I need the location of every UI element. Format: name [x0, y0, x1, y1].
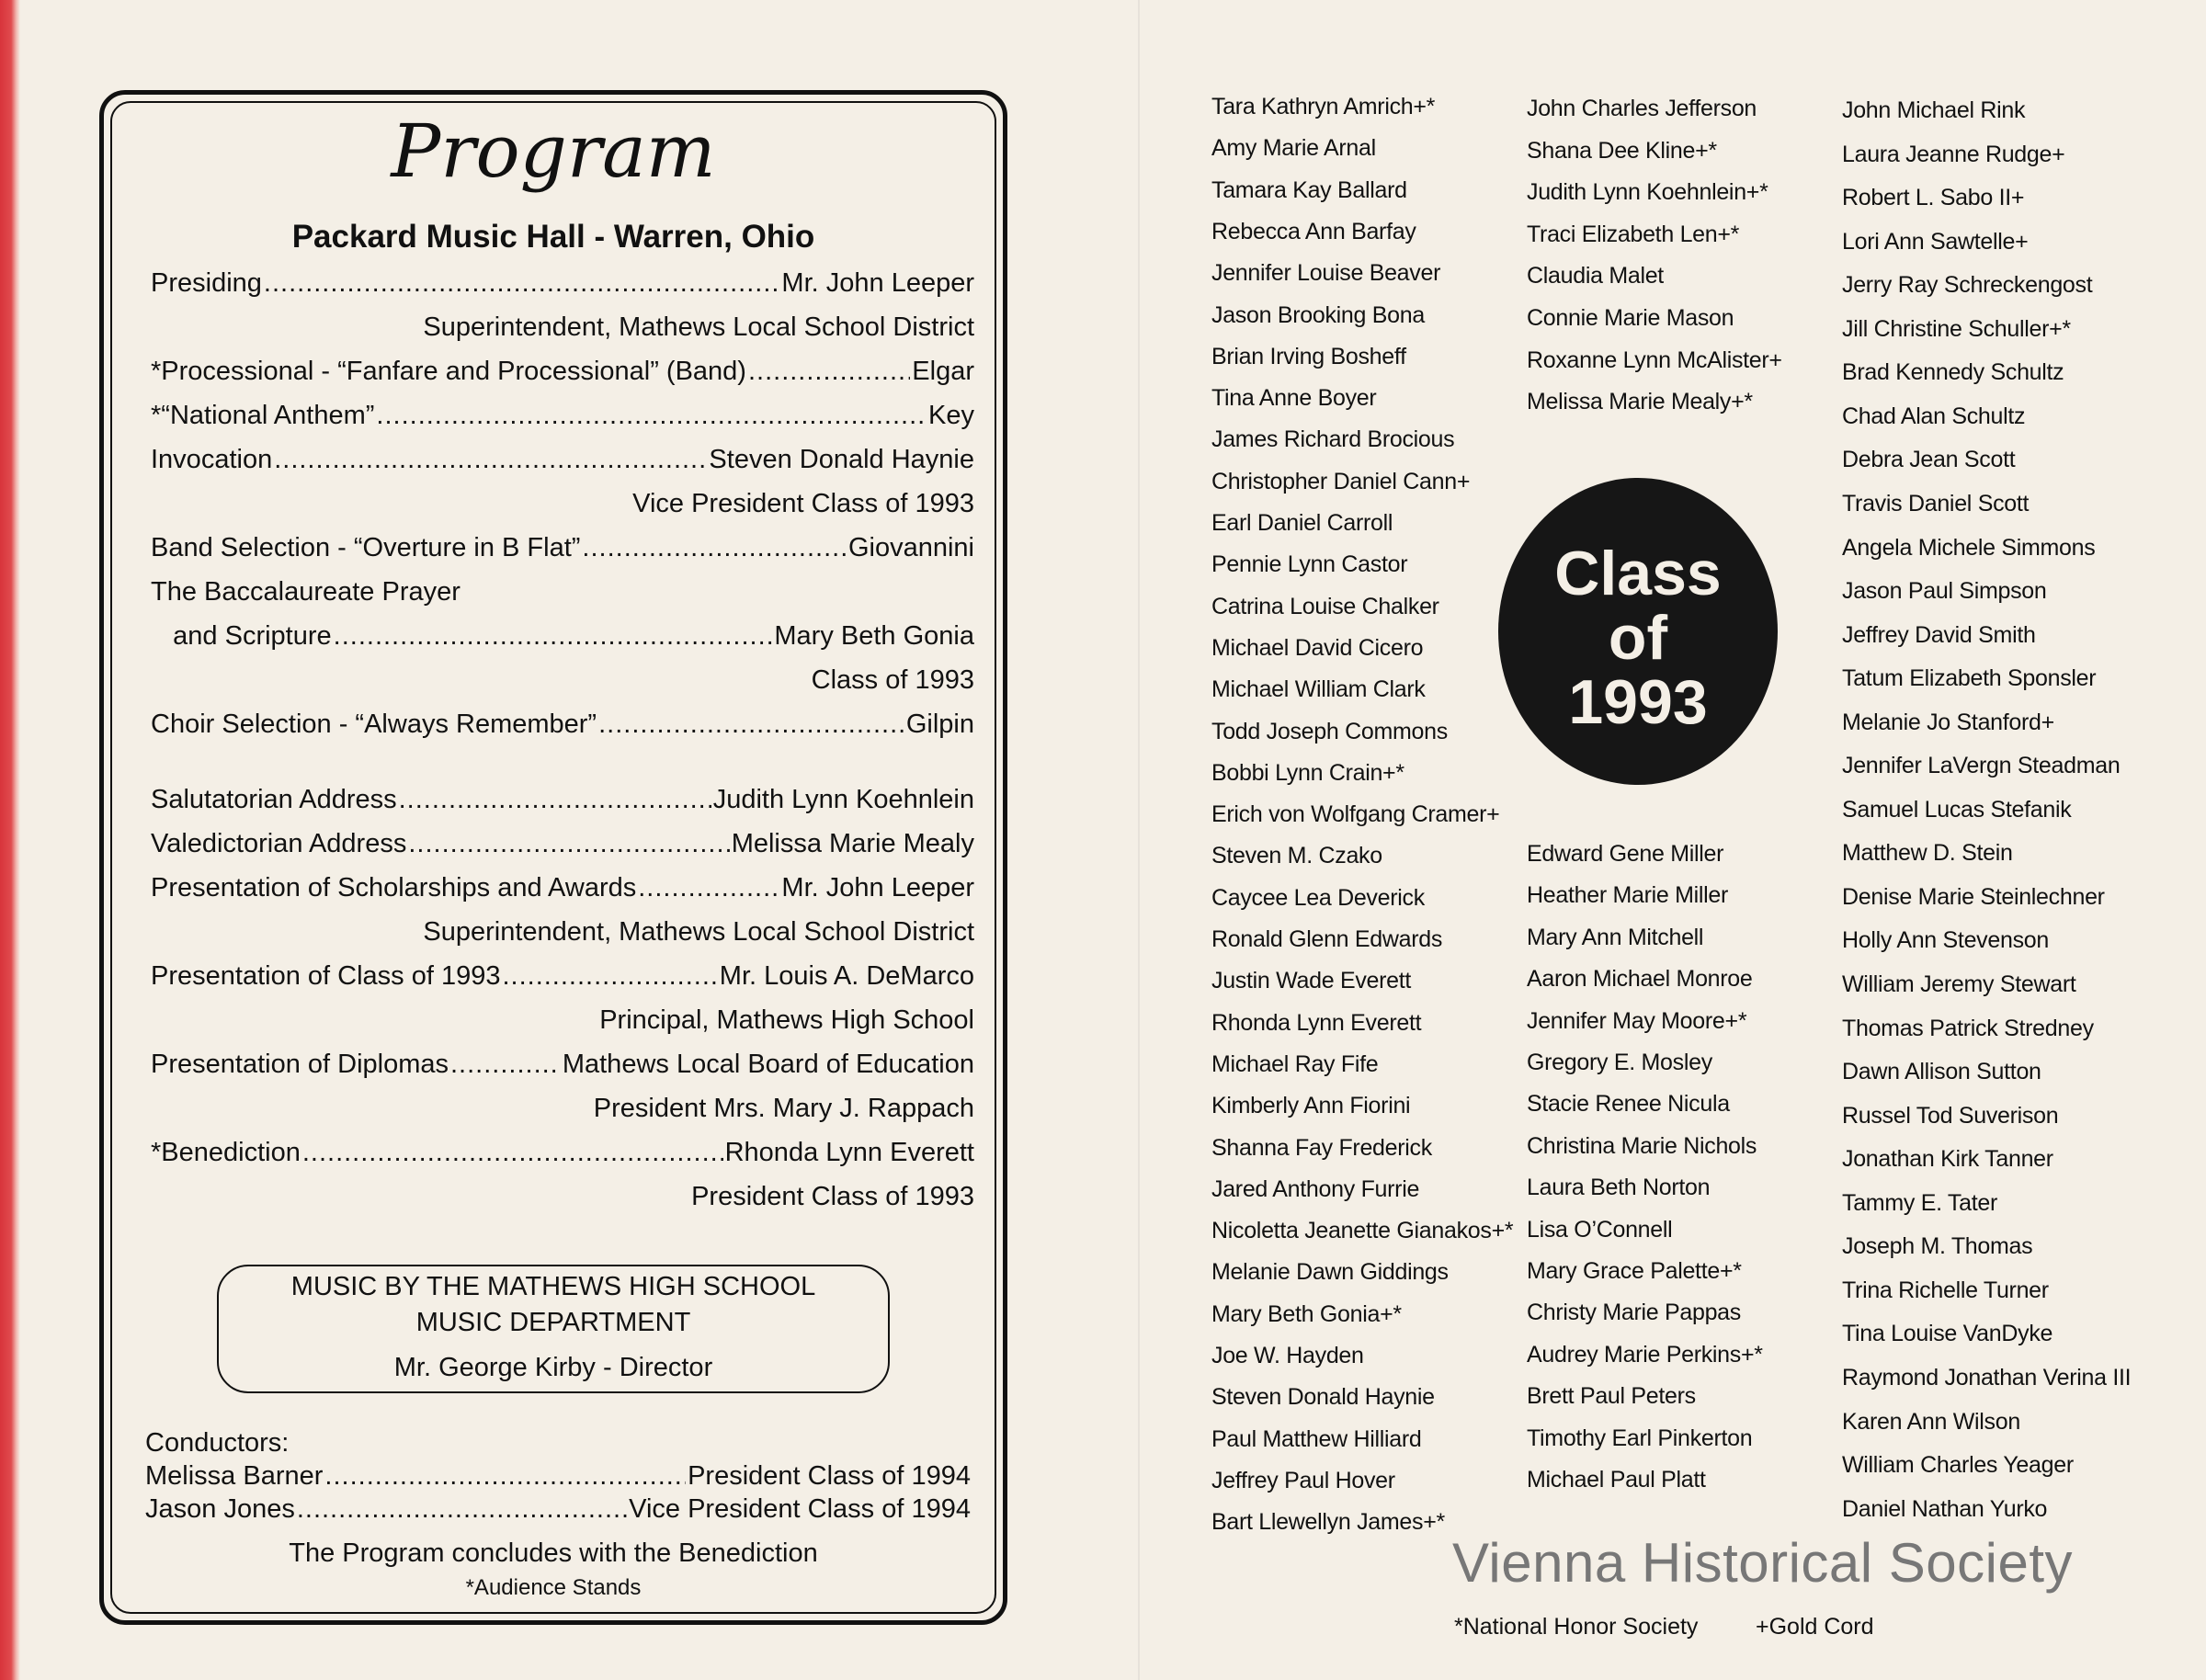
leader-dots [598, 709, 904, 740]
graduate-name: Jennifer May Moore+* [1527, 1007, 1747, 1034]
graduate-name: Joseph M. Thomas [1842, 1233, 2033, 1260]
graduate-name: William Jeremy Stewart [1842, 971, 2076, 997]
program-item-value: Steven Donald Haynie [709, 445, 974, 474]
program-item-value: Judith Lynn Koehnlein [712, 785, 974, 814]
graduate-name: Lisa O’Connell [1527, 1216, 1673, 1243]
graduate-name: Samuel Lucas Stefanik [1842, 796, 2072, 823]
graduate-name: Tara Kathryn Amrich+* [1211, 94, 1436, 119]
program-item [151, 1050, 974, 1080]
graduate-name: Tatum Elizabeth Sponsler [1842, 665, 2097, 692]
program-item [151, 709, 974, 740]
graduate-name: Caycee Lea Deverick [1211, 884, 1425, 911]
program-item-label: Presentation of Scholarships and Awards [151, 873, 637, 902]
graduate-name: Jonathan Kirk Tanner [1842, 1146, 2053, 1173]
graduate-name: Audrey Marie Perkins+* [1527, 1341, 1763, 1368]
graduate-name: John Michael Rink [1842, 97, 2026, 123]
graduate-name: Aaron Michael Monroe [1527, 966, 1753, 993]
graduate-name: Michael Paul Platt [1527, 1467, 1706, 1493]
graduate-name: Mary Beth Gonia+* [1211, 1300, 1402, 1327]
graduate-name: Rebecca Ann Barfay [1211, 218, 1416, 244]
graduate-name: Traci Elizabeth Len+* [1527, 221, 1740, 247]
graduate-name: Jason Paul Simpson [1842, 578, 2047, 605]
graduate-name: Trina Richelle Turner [1842, 1277, 2049, 1303]
graduate-name: Steven Donald Haynie [1211, 1384, 1435, 1411]
leader-dots [748, 357, 910, 387]
graduate-name: Gregory E. Mosley [1527, 1050, 1712, 1075]
leader-dots [297, 1494, 627, 1525]
graduate-name: Melanie Dawn Giddings [1211, 1259, 1449, 1286]
graduate-name: Christy Marie Pappas [1527, 1300, 1741, 1326]
graduate-name: William Charles Yeager [1842, 1452, 2074, 1479]
leader-dots [376, 401, 927, 431]
graduate-name: Edward Gene Miller [1527, 841, 1724, 867]
conductor-role: Vice President Class of 1994 [629, 1494, 971, 1524]
leader-dots [638, 873, 779, 903]
graduate-name: Paul Matthew Hilliard [1211, 1425, 1422, 1452]
graduate-name: James Richard Brocious [1211, 426, 1455, 453]
graduate-name: Jeffrey Paul Hover [1211, 1467, 1395, 1493]
program-item-value: Giovannini [847, 533, 974, 562]
graduate-name: Jason Brooking Bona [1211, 301, 1425, 328]
graduate-name: Laura Beth Norton [1527, 1175, 1711, 1201]
program-item [151, 873, 974, 903]
graduate-name: Laura Jeanne Rudge+ [1842, 141, 2065, 167]
graduate-name: Pennie Lynn Castor [1211, 551, 1408, 578]
program-item-label: Valedictorian Address [151, 829, 407, 858]
program-item [151, 1138, 974, 1168]
class-badge-line3: 1993 [1568, 667, 1708, 737]
graduate-name: Todd Joseph Commons [1211, 718, 1448, 744]
graduate-name: Bobbi Lynn Crain+* [1211, 759, 1404, 786]
graduate-name: Judith Lynn Koehnlein+* [1527, 179, 1768, 206]
graduate-name: Angela Michele Simmons [1842, 534, 2096, 561]
program-conclusion: The Program concludes with the Benediction [289, 1538, 818, 1568]
class-badge-line1: Class [1554, 539, 1722, 608]
graduate-name: Jennifer LaVergn Steadman [1842, 753, 2121, 779]
graduate-name: Dawn Allison Sutton [1842, 1059, 2041, 1085]
graduate-name: Connie Marie Mason [1527, 305, 1734, 331]
program-item-label: Salutatorian Address [151, 785, 397, 814]
program-item-subtitle: President Class of 1993 [691, 1182, 974, 1211]
graduate-name: Erich von Wolfgang Cramer+ [1211, 801, 1500, 828]
program-item [151, 829, 974, 859]
program-item [151, 401, 974, 431]
graduate-name: Mary Grace Palette+* [1527, 1258, 1742, 1284]
conductor-row [145, 1461, 971, 1492]
graduate-name: Ronald Glenn Edwards [1211, 926, 1443, 952]
conductor-name: Jason Jones [145, 1494, 295, 1524]
leader-dots [264, 268, 780, 299]
program-item-value: Gilpin [905, 709, 974, 739]
program-item-label: and Scripture [151, 621, 332, 651]
program-title: Program [391, 108, 716, 194]
graduate-name: Bart Llewellyn James+* [1211, 1509, 1445, 1536]
watermark: Vienna Historical Society [1452, 1532, 2074, 1594]
class-badge-line2: of [1608, 603, 1668, 673]
graduate-name: Brad Kennedy Schultz [1842, 359, 2064, 386]
center-fold [1138, 0, 1140, 1680]
graduate-name: Russel Tod Suverison [1842, 1102, 2059, 1129]
graduate-name: Melissa Marie Mealy+* [1527, 389, 1753, 415]
graduate-name: Tamara Kay Ballard [1211, 176, 1407, 203]
program-item-value: Key [928, 401, 974, 430]
conductor-name: Melissa Barner [145, 1461, 324, 1491]
program-item-subtitle: Vice President Class of 1993 [632, 489, 974, 518]
leader-dots [274, 445, 707, 475]
program-item-label: Presentation of Class of 1993 [151, 961, 501, 991]
program-item-subtitle: Class of 1993 [811, 665, 974, 695]
music-director: Mr. George Kirby - Director [393, 1353, 713, 1382]
program-item-value: Mr. Louis A. DeMarco [719, 961, 974, 991]
program-item-subtitle: President Mrs. Mary J. Rappach [593, 1094, 974, 1123]
leader-dots [502, 961, 717, 992]
conductor-role: President Class of 1994 [688, 1461, 971, 1491]
graduate-name: Steven M. Czako [1211, 843, 1382, 869]
graduate-name: Roxanne Lynn McAlister+ [1527, 346, 1782, 373]
graduate-name: Raymond Jonathan Verina III [1842, 1364, 2132, 1391]
graduate-name: Robert L. Sabo II+ [1842, 185, 2025, 211]
program-item-subtitle: Superintendent, Mathews Local School District [423, 917, 974, 947]
program-item-label: *Processional - “Fanfare and Processional” (Band) [151, 357, 746, 386]
venue-heading: Packard Music Hall - Warren, Ohio [291, 219, 815, 255]
graduate-name: Kimberly Ann Fiorini [1211, 1093, 1411, 1119]
program-item-value: Mary Beth Gonia [774, 621, 974, 651]
conductors-title: Conductors: [145, 1428, 290, 1458]
graduate-name: Nicoletta Jeanette Gianakos+* [1211, 1218, 1514, 1244]
graduate-name: Melanie Jo Stanford+ [1842, 709, 2054, 735]
leader-dots [408, 829, 729, 859]
graduate-name: Stacie Renee Nicula [1527, 1091, 1730, 1118]
graduate-name: Tammy E. Tater [1842, 1189, 1997, 1216]
conductor-row [145, 1494, 971, 1525]
leader-dots [582, 533, 847, 563]
program-item-subtitle: Superintendent, Mathews Local School District [423, 312, 974, 342]
graduate-name: Denise Marie Steinlechner [1842, 883, 2105, 910]
program-item-value: Rhonda Lynn Everett [724, 1138, 974, 1167]
music-line-1: MUSIC BY THE MATHEWS HIGH SCHOOL [290, 1272, 816, 1301]
graduate-name: Holly Ann Stevenson [1842, 927, 2050, 954]
program-item-label: Invocation [151, 445, 273, 474]
program-item-value: Mathews Local Board of Education [562, 1050, 974, 1079]
program-item [151, 357, 974, 387]
audience-note: *Audience Stands [465, 1575, 642, 1600]
graduate-name: Mary Ann Mitchell [1527, 924, 1704, 950]
program-item-label: Choir Selection - “Always Remember” [151, 709, 597, 739]
leader-dots [324, 1461, 686, 1492]
graduate-name: Jennifer Louise Beaver [1211, 260, 1441, 287]
footnote-gold-cord: +Gold Cord [1756, 1614, 1874, 1640]
graduate-name: Michael David Cicero [1211, 634, 1424, 661]
program-item [151, 785, 974, 815]
graduate-name: Debra Jean Scott [1842, 447, 2016, 473]
graduate-name: Karen Ann Wilson [1842, 1408, 2020, 1435]
graduate-name: Daniel Nathan Yurko [1842, 1495, 2048, 1522]
program-item-label: *“National Anthem” [151, 401, 375, 430]
leader-dots [302, 1138, 723, 1168]
graduate-name: Tina Anne Boyer [1211, 385, 1377, 412]
program-item [151, 445, 974, 475]
program-item-label: Presiding [151, 268, 262, 298]
program-item [151, 268, 974, 299]
graduate-name: Lori Ann Sawtelle+ [1842, 228, 2029, 255]
program-item-label: *Benediction [151, 1138, 301, 1167]
program-item [151, 621, 974, 652]
graduate-name: Michael Ray Fife [1211, 1050, 1379, 1077]
graduate-name: Jeffrey David Smith [1842, 621, 2036, 648]
graduate-name: Michael William Clark [1211, 676, 1426, 703]
program-item-subtitle: Principal, Mathews High School [599, 1005, 974, 1035]
leader-dots [334, 621, 773, 652]
graduate-name: Thomas Patrick Stredney [1842, 1015, 2094, 1041]
graduate-name: Jared Anthony Furrie [1211, 1175, 1420, 1202]
graduate-name: Claudia Malet [1527, 263, 1664, 289]
program-item [151, 961, 974, 992]
graduate-name: Chad Alan Schultz [1842, 403, 2026, 429]
program-item-label: Presentation of Diplomas [151, 1050, 449, 1079]
program-item-value: Melissa Marie Mealy [731, 829, 974, 858]
graduate-name: Jill Christine Schuller+* [1842, 315, 2071, 342]
music-line-2: MUSIC DEPARTMENT [415, 1308, 691, 1337]
graduate-name: Tina Louise VanDyke [1842, 1321, 2053, 1347]
leader-dots [450, 1050, 561, 1080]
program-item-heading: The Baccalaureate Prayer [151, 577, 461, 607]
graduate-name: Amy Marie Arnal [1211, 135, 1376, 162]
graduate-name: Rhonda Lynn Everett [1211, 1009, 1422, 1036]
graduate-name: Earl Daniel Carroll [1211, 510, 1393, 536]
graduate-name: Christina Marie Nichols [1527, 1132, 1757, 1159]
graduate-name: Joe W. Hayden [1211, 1343, 1364, 1368]
graduate-name: Catrina Louise Chalker [1211, 593, 1439, 619]
program-item [151, 533, 974, 563]
graduate-name: Brett Paul Peters [1527, 1383, 1696, 1410]
program-item-value: Mr. John Leeper [781, 873, 974, 902]
graduate-name: Shana Dee Kline+* [1527, 137, 1717, 164]
graduate-name: John Charles Jefferson [1527, 96, 1757, 121]
program-item-value: Mr. John Leeper [781, 268, 974, 298]
graduate-name: Christopher Daniel Cann+ [1211, 468, 1471, 494]
program-item-value: Elgar [912, 357, 974, 386]
graduate-name: Shanna Fay Frederick [1211, 1134, 1432, 1161]
footnote-nhs: *National Honor Society [1454, 1614, 1699, 1640]
program-item-label: Band Selection - “Overture in B Flat” [151, 533, 581, 562]
graduate-name: Timothy Earl Pinkerton [1527, 1425, 1753, 1451]
graduate-name: Jerry Ray Schreckengost [1842, 272, 2093, 299]
graduate-name: Brian Irving Bosheff [1211, 343, 1406, 369]
graduate-name: Matthew D. Stein [1842, 840, 2013, 867]
graduate-name: Heather Marie Miller [1527, 882, 1729, 909]
graduate-name: Justin Wade Everett [1211, 968, 1412, 994]
graduate-name: Travis Daniel Scott [1842, 490, 2030, 516]
leader-dots [399, 785, 711, 815]
